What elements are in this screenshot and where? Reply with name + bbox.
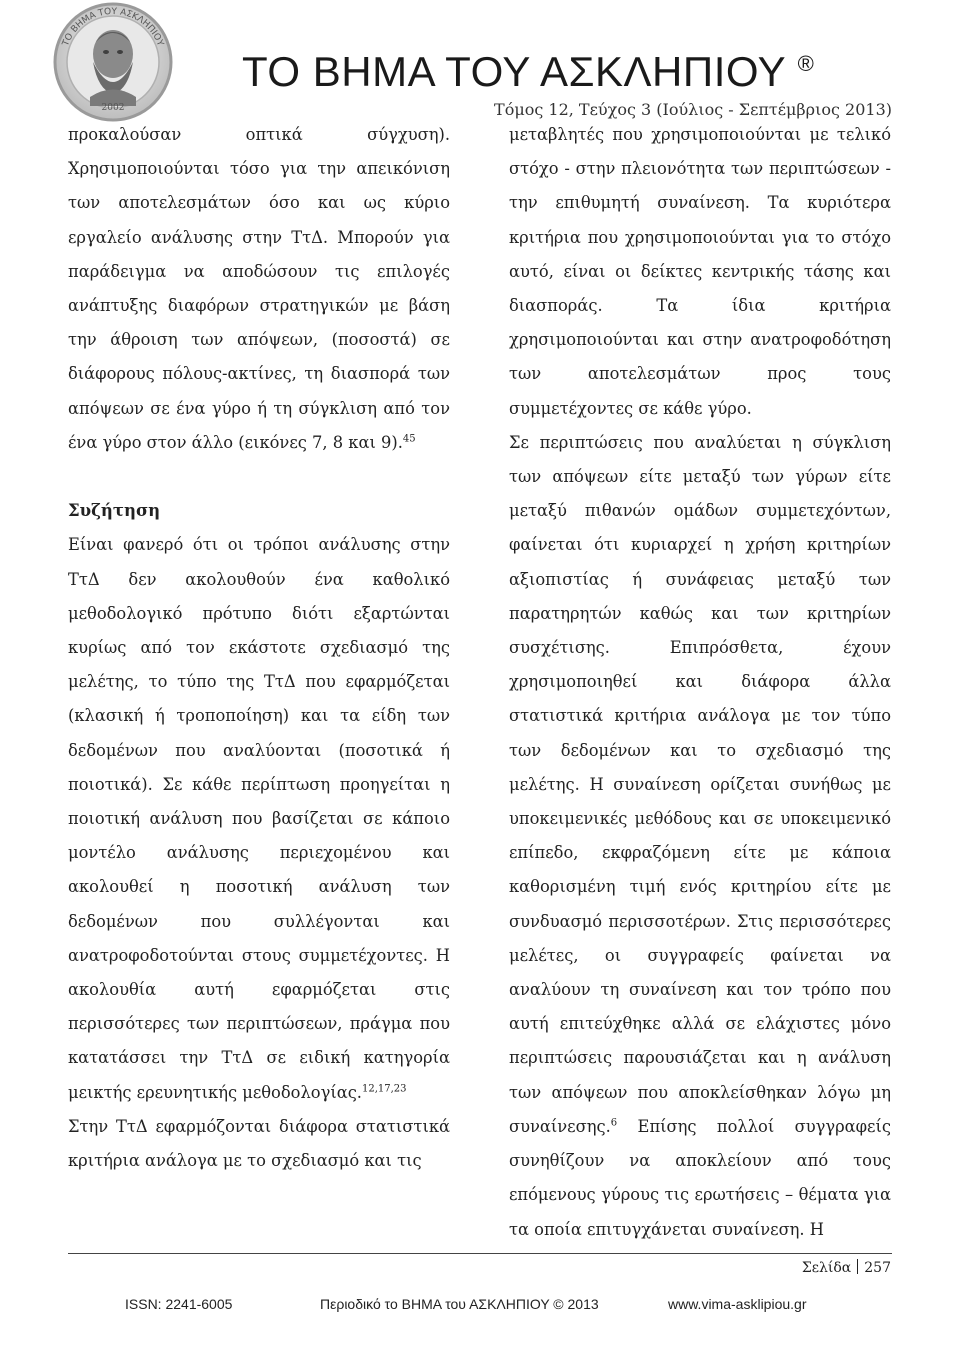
page-number: Σελίδα 257 xyxy=(801,1260,891,1276)
right-column xyxy=(509,118,891,1247)
issue-info: Τόμος 12, Τεύχος 3 (Ιούλιος - Σεπτέμβριος 2013) xyxy=(494,100,892,119)
citation-ref: 45 xyxy=(402,433,416,445)
left-column xyxy=(68,118,450,1178)
logo-text: ΤΟ ΒΗΜΑ ΤΟΥ ΑΣΚΛΗΠΙΟΥ xyxy=(61,6,165,48)
footer-issn: ISSN: 2241-6005 xyxy=(125,1296,233,1312)
section-heading-discussion: Συζήτηση xyxy=(68,501,161,521)
citation-ref: 12,17,23 xyxy=(362,1083,407,1095)
left-paragraph-2: Είναι φανερό ότι οι τρόποι ανάλυσης στην ΤτΔ δεν ακολουθούν ένα καθολικό μεθοδολογικό πρότυπο διότι εξαρτώνται κυρίως από τον εκάστοτε σχεδιασμό της μελέτης, το τύπο της ΤτΔ που εφαρμόζεται (κλασική ή τροποποίηση) και τα είδη των δεδομένων που αναλύονται (ποσοτικά ή ποιοτικά). Σε κάθε περίπτωση προηγείται η ποιοτική ανάλυση που βασίζεται σε κάποιο μοντέλο ανάλυσης περιεχομένου και ακολουθεί η ποσοτική ανάλυση των δεδομένων που συλλέγονται και ανατροφοδοτούνται στους συμμετέχοντες. Η ακολουθία αυτή εφαρμόζεται στις περισσότερες των περιπτώσεων, πράγμα που κατατάσσει την ΤτΔ σε ειδική κατηγορία μεικτής ερευνητικής μεθοδολογίας.$^{12,17,23}$ xyxy=(68,535,450,1102)
registered-mark: ® xyxy=(797,51,815,76)
logo-year: 2002 xyxy=(101,103,125,113)
footer-divider xyxy=(68,1253,892,1254)
left-paragraph-3: Στην ΤτΔ εφαρμόζονται διάφορα στατιστικά κριτήρια ανάλογα με το σχεδιασμό και τις xyxy=(68,1116,450,1171)
left-paragraph-1: προκαλούσαν οπτικά σύγχυση). Χρησιμοποιούνται τόσο για την απεικόνιση των αποτελεσμάτων όσο και ως κύριο εργαλείο ανάλυσης στην ΤτΔ. Μπορούν για παράδειγμα να αποδώσουν τις επιλογές ανάπτυξης διαφόρων στρατηγικών με βάση την άθροιση των απόψεων, (ποσοστά) σε διάφορους πόλους-ακτίνες, τη διασπορά των απόψεων σε ένα γύρο ή τη σύγκλιση από τον ένα γύρο στον άλλο (εικόνες 7, 8 και 9).$^{45}$ xyxy=(68,125,450,452)
right-paragraph-2: Σε περιπτώσεις που αναλύεται η σύγκλιση των απόψεων είτε μεταξύ των γύρων είτε μεταξύ πιθανών ομάδων συμμετεχόντων, φαίνεται ότι κυριαρχεί η χρήση κριτηρίων αξιοπιστίας ή συνάφειας μεταξύ των παρατηρητών καθώς και των κριτηρίων συσχέτισης. Επιπρόσθετα, έχουν χρησιμοποιηθεί και διάφορα άλλα στατιστικά κριτήρια ανάλογα με τον τύπο των δεδομένων και το σχεδιασμό της μελέτης. Η συναίνεση ορίζεται συνήθως με υποκειμενικές μεθόδους και σε υποκειμενικό επίπεδο, εκφραζόμενη είτε με κάποια καθορισμένη τιμή ενός κριτηρίου είτε με συνδυασμό περισσοτέρων. Στις περισσότερες μελέτες, οι συγγραφείς φαίνεται να αναλύουν τη συναίνεση και τον τρόπο που αυτή επιτεύχθηκε αλλά σε ελάχιστες μόνο περιπτώσεις παρουσιάζεται και η ανάλυση των απόψεων που αποκλείσθηκαν λόγω μη συναίνεσης.$^6$ Επίσης πολλοί συγγραφείς συνηθίζουν να αποκλείουν από τους επόμενους γύρους τις ερωτήσεις – θέματα για τα οποία επιτυγχάνεται συναίνεση. Η xyxy=(509,432,891,1239)
footer-journal: Περιοδικό το ΒΗΜΑ του ΑΣΚΛΗΠΙΟΥ © 2013 xyxy=(320,1296,599,1312)
journal-title: ΤΟ ΒΗΜΑ ΤΟΥ ΑΣΚΛΗΠΙΟΥ ® xyxy=(242,48,815,95)
journal-logo xyxy=(38,2,188,124)
right-paragraph-1: μεταβλητές που χρησιμοποιούνται με τελικό στόχο - στην πλειονότητα των περιπτώσεων - την επιθυμητή συναίνεση. Τα κυριότερα κριτήρια που χρησιμοποιούνται για το στόχο αυτό, είναι οι δείκτες κεντρικής τάσης και διασποράς. Τα ίδια κριτήρια χρησιμοποιούνται και στην ανατροφοδότηση των αποτελεσμάτων προς τους συμμετέχοντες σε κάθε γύρο. xyxy=(509,125,891,418)
footer-website[interactable]: www.vima-asklipiou.gr xyxy=(668,1296,807,1312)
citation-ref: 6 xyxy=(610,1117,618,1129)
